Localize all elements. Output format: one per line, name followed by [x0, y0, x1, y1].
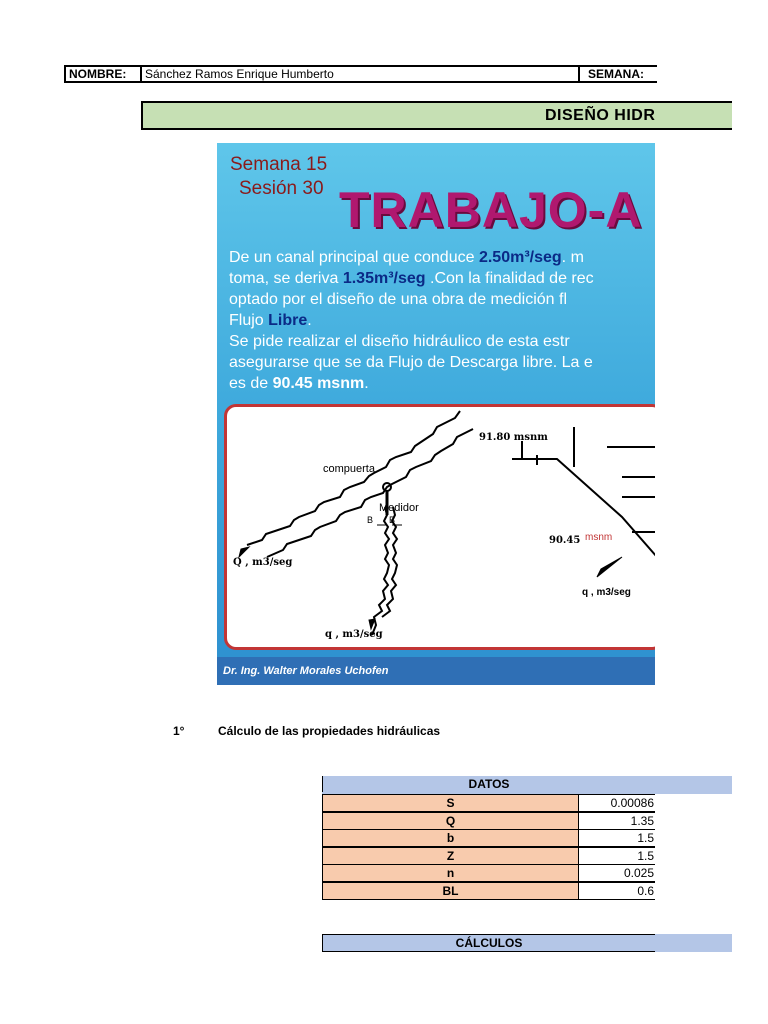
- table-row: [322, 882, 655, 900]
- param-name-cell[interactable]: Z: [322, 847, 579, 865]
- statement-text: . m: [561, 249, 584, 266]
- main-flow-label: Q , m3/seg: [233, 557, 293, 568]
- param-value-cell[interactable]: 0.025: [578, 864, 655, 882]
- slide-session: Sesión 30: [239, 178, 324, 199]
- meter-label: Medidor: [379, 502, 419, 514]
- datos-header[interactable]: [322, 776, 732, 794]
- outlet-flow-label: q , m3/seg: [582, 587, 631, 598]
- datos-header-label: DATOS: [322, 776, 655, 792]
- slide-statement: [229, 247, 655, 394]
- statement-text: De un canal principal que conduce: [229, 249, 479, 266]
- name-value: Sánchez Ramos Enrique Humberto: [145, 67, 334, 81]
- section-b-right: B: [389, 515, 396, 525]
- title-bar[interactable]: [141, 101, 732, 130]
- table-row: [322, 794, 655, 812]
- param-value-cell[interactable]: 0.6: [578, 882, 655, 900]
- param-name-cell[interactable]: b: [322, 829, 579, 847]
- param-value-cell[interactable]: 1.5: [578, 847, 655, 865]
- statement-text: toma, se deriva: [229, 270, 343, 287]
- statement-text: es de: [229, 375, 273, 392]
- statement-text: .: [364, 375, 369, 392]
- table-row: [322, 829, 655, 847]
- param-name-cell[interactable]: Q: [322, 812, 579, 830]
- statement-text: optado por el diseño de una obra de medición fl: [229, 291, 568, 308]
- table-row: [322, 864, 655, 882]
- week-label: SEMANA:: [588, 67, 644, 81]
- author-credit: Dr. Ing. Walter Morales Uchofen: [223, 665, 389, 677]
- branch-flow-value: 1.35m³/seg: [342, 270, 426, 287]
- top-elevation-label: 91.80 msnm: [479, 432, 548, 443]
- table-row: [322, 847, 655, 865]
- param-value-cell[interactable]: 1.35: [578, 812, 655, 830]
- slide-week: Semana 15: [230, 154, 328, 175]
- section-title: Cálculo de las propiedades hidráulicas: [218, 724, 441, 738]
- statement-text: Se pide realizar el diseño hidráulico de esta estr: [229, 333, 570, 350]
- slide-heading: TRABAJO-A: [339, 182, 643, 238]
- table-row: [322, 812, 655, 830]
- branch-flow-label: q , m3/seg: [325, 629, 383, 640]
- flow-type: Libre: [268, 312, 308, 329]
- param-name-cell[interactable]: n: [322, 864, 579, 882]
- page-title: DISEÑO HIDR: [545, 107, 656, 124]
- statement-text: .Con la finalidad de rec: [425, 270, 594, 287]
- gate-label: compuerta: [323, 463, 375, 475]
- param-name-cell[interactable]: BL: [322, 882, 579, 900]
- diagram-panel: [224, 404, 655, 650]
- main-flow-value: 2.50m³/seg: [478, 249, 562, 266]
- name-value-cell[interactable]: [140, 65, 580, 83]
- slide-footer: [217, 657, 655, 685]
- week-label-cell[interactable]: [578, 65, 657, 83]
- elevation-value: 90.45 msnm: [272, 375, 365, 392]
- statement-text: Flujo: [229, 312, 269, 329]
- param-value-cell[interactable]: 1.5: [578, 829, 655, 847]
- name-label: NOMBRE:: [69, 67, 127, 81]
- bottom-elevation-label: 90.45: [549, 535, 581, 546]
- section-b-left: B: [367, 515, 374, 525]
- canal-diagram: [227, 407, 655, 647]
- assignment-slide: [217, 143, 655, 685]
- statement-text: .: [307, 312, 312, 329]
- msnm-label: msnm: [585, 532, 613, 543]
- name-label-cell[interactable]: [64, 65, 142, 83]
- calculos-header-label: CÁLCULOS: [322, 934, 655, 952]
- param-name-cell[interactable]: S: [322, 794, 579, 812]
- param-value-cell[interactable]: 0.00086: [578, 794, 655, 812]
- calculos-header[interactable]: [322, 934, 732, 952]
- section-number: 1°: [173, 724, 185, 738]
- statement-text: asegurarse que se da Flujo de Descarga libre. La e: [229, 354, 593, 371]
